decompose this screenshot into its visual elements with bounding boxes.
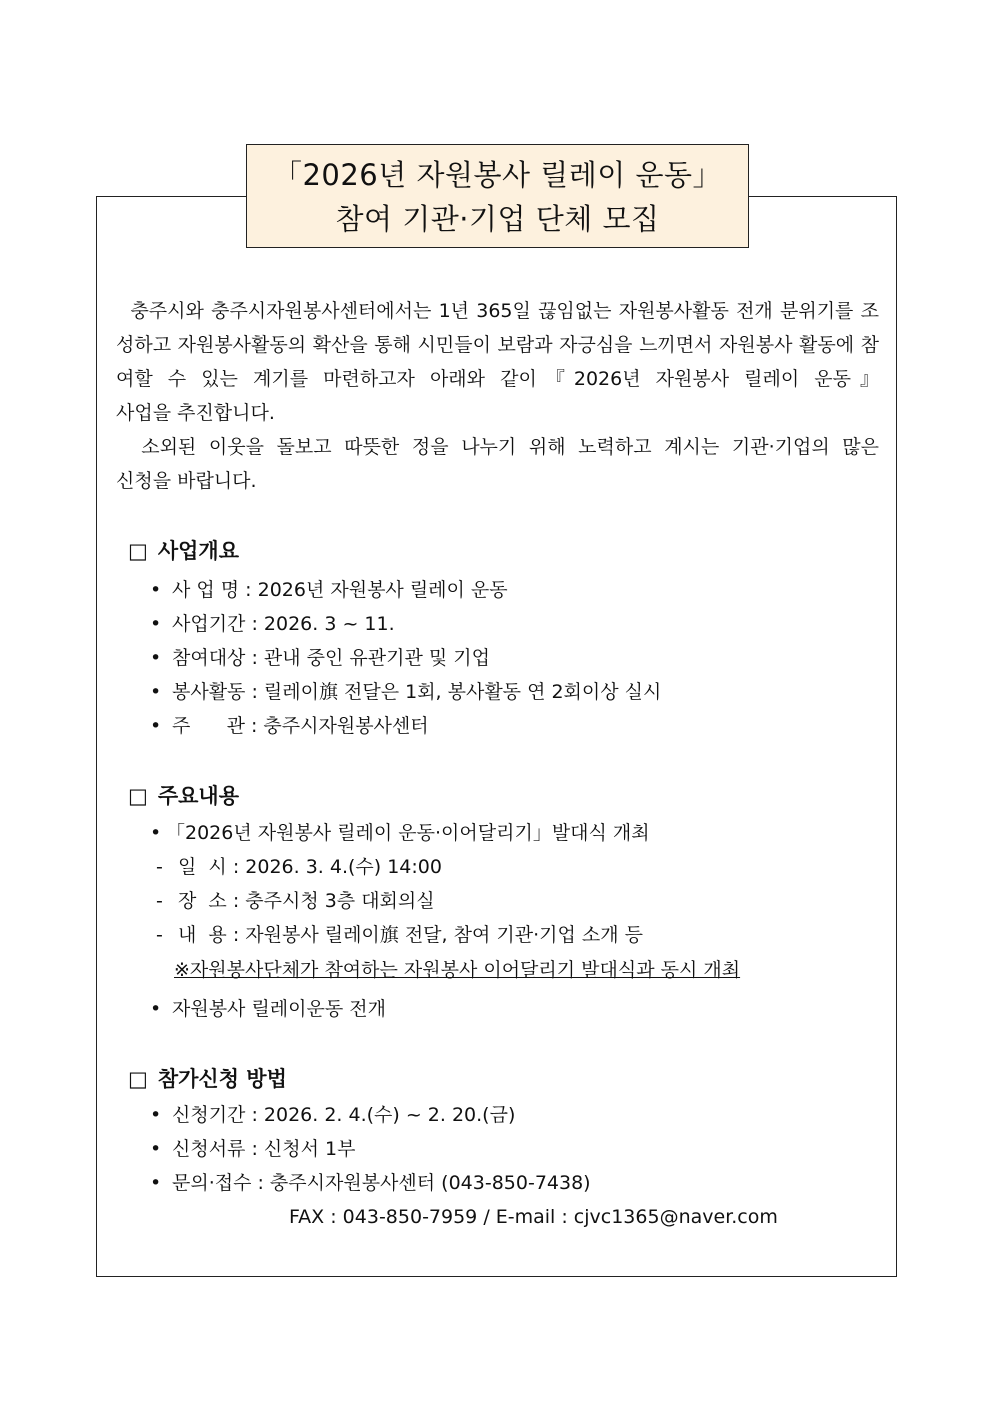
bullet-icon: • <box>150 998 162 1020</box>
apply-item: • 신청서류 : 신청서 1부 <box>150 1134 355 1164</box>
bullet-icon: • <box>150 1138 162 1160</box>
overview-item: • 사 업 명 : 2026년 자원봉사 릴레이 운동 <box>150 575 508 605</box>
dash-icon: - <box>156 924 163 946</box>
content-note: ※자원봉사단체가 참여하는 자원봉사 이어달리기 발대식과 동시 개최 <box>174 959 741 981</box>
overview-item: • 참여대상 : 관내 중인 유관기관 및 기업 <box>150 643 490 673</box>
intro-text <box>116 294 879 498</box>
intro-paragraph-1-last: 사업을 추진합니다. <box>116 402 275 424</box>
overview-item: • 사업기간 : 2026. 3 ~ 11. <box>150 609 395 639</box>
bullet-icon: • <box>150 647 162 669</box>
intro-paragraph-2: 소외된 이웃을 돌보고 따뜻한 정을 나누기 위해 노력하고 계시는 기관·기업의 많은 <box>141 436 879 458</box>
section-heading-overview: □ 사업개요 <box>128 539 239 563</box>
dash-icon: - <box>156 890 163 912</box>
contact-line: FAX : 043-850-7959 / E-mail : cjvc1365@naver.com <box>289 1206 778 1228</box>
content-sub-item: - 일 시 : 2026. 3. 4.(수) 14:00 <box>156 852 442 882</box>
title-line-1: 「2026년 자원봉사 릴레이 운동」 <box>272 158 723 192</box>
intro-paragraph-2-last: 신청을 바랍니다. <box>116 470 257 492</box>
checkbox-square-icon: □ <box>128 784 148 808</box>
bullet-icon: • <box>150 1104 162 1126</box>
checkbox-square-icon: □ <box>128 539 148 563</box>
apply-item: • 문의·접수 : 충주시자원봉사센터 (043-850-7438) <box>150 1168 591 1198</box>
bullet-icon: • <box>150 681 162 703</box>
dash-icon: - <box>156 856 163 878</box>
bullet-icon: • <box>150 822 162 844</box>
section-heading-content: □ 주요내용 <box>128 784 239 808</box>
content-sub-item: - 내 용 : 자원봉사 릴레이旗 전달, 참여 기관·기업 소개 등 <box>156 920 643 950</box>
bullet-icon: • <box>150 1172 162 1194</box>
content-sub-item: - 장 소 : 충주시청 3층 대회의실 <box>156 886 435 916</box>
bullet-icon: • <box>150 613 162 635</box>
content-item: • 자원봉사 릴레이운동 전개 <box>150 994 386 1024</box>
intro-paragraph-1: 충주시와 충주시자원봉사센터에서는 1년 365일 끊임없는 자원봉사활동 전개 분위기를 조성하고 자원봉사활동의 확산을 통해 시민들이 보람과 자긍심을 느끼면서 자원봉사 활동에 참여할 수 있는 계기를 마련하고자 아래와 같이『2026년 자원봉사 릴레이 운동』 <box>116 300 879 390</box>
overview-item: • 봉사활동 : 릴레이旗 전달은 1회, 봉사활동 연 2회이상 실시 <box>150 677 661 707</box>
bullet-icon: • <box>150 579 162 601</box>
checkbox-square-icon: □ <box>128 1067 148 1091</box>
content-item: • 「2026년 자원봉사 릴레이 운동·이어달리기」발대식 개최 <box>150 818 650 848</box>
overview-item: • 주 관 : 충주시자원봉사센터 <box>150 711 429 741</box>
title-line-2: 참여 기관·기업 단체 모집 <box>335 202 660 236</box>
apply-item: • 신청기간 : 2026. 2. 4.(수) ~ 2. 20.(금) <box>150 1100 515 1130</box>
title-box <box>246 144 749 248</box>
bullet-icon: • <box>150 715 162 737</box>
section-heading-apply: □ 참가신청 방법 <box>128 1067 287 1091</box>
